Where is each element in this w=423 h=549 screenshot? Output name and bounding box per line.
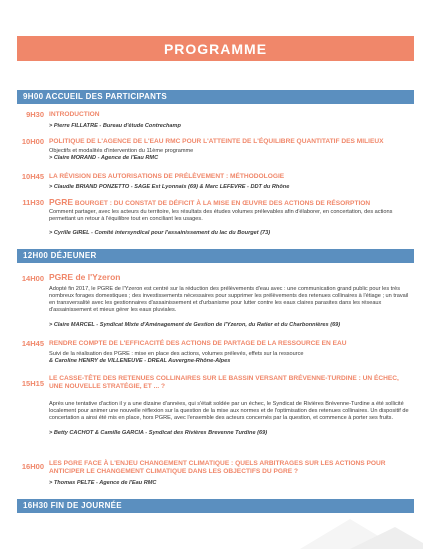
decorative-triangles bbox=[0, 509, 423, 549]
item-time: 14H45 bbox=[21, 339, 44, 348]
item-time: 16H00 bbox=[21, 462, 44, 471]
title-text: BOURGET : DU CONSTAT DE DÉFICIT À LA MISE EN ŒUVRE DES ACTIONS DE RÉSORPTION bbox=[73, 200, 371, 207]
programme-banner bbox=[17, 36, 414, 61]
item-speaker: > Claire MARCEL - Syndicat Mixte d'Aménagement de Gestion de l'Yzeron, du Ratier et du Charbonnières (69) bbox=[49, 322, 341, 328]
item-description: Objectifs et modalités d'intervention du 11ème programme bbox=[49, 148, 194, 154]
item-title bbox=[49, 198, 409, 208]
item-speaker: > Thomas PELTE - Agence de l'Eau RMC bbox=[49, 480, 157, 486]
section-dejeuner: 12H00 DÉJEUNER bbox=[17, 249, 414, 263]
item-time: 14H00 bbox=[21, 274, 44, 283]
item-description: Comment partager, avec les acteurs du territoire, les résultats des études volumes prélevables afin d'élaborer, en concertation, des actions permettant un retour à l'équilibre tout en conciliant les usages. bbox=[49, 209, 393, 222]
item-title: RENDRE COMPTE DE L'EFFICACITÉ DES ACTIONS DE PARTAGE DE LA RESSOURCE EN EAU bbox=[49, 340, 347, 347]
item-speaker: > Cyrille GIREL - Comité intersyndical pour l'assainissement du lac du Bourget (73) bbox=[49, 230, 271, 236]
item-speaker: > Pierre FILLATRE - Bureau d'étude Contrechamp bbox=[49, 123, 181, 129]
item-description: Après une tentative d'action il y a une dizaine d'années, qui s'était soldée par un échec, le Syndicat de Rivières Brévenne-Turdine a été sollicité localement pour animer une nouvelle réflexion sur la question de la mise aux normes et de l'optimisation des retenues collinaires. Un dispositif de concertation a ainsi été mis en place, hors PGRE, avec l'ensemble des acteurs concernés par la question, et commence à porter ses fruits. bbox=[49, 401, 409, 421]
item-title: LES PGRE FACE À L'ENJEU CHANGEMENT CLIMATIQUE : QUELS ARBITRAGES SUR LES ACTIONS POUR ANTICIPER LE CHANGEMENT CLIMATIQUE DANS LES OBJECTIFS DU PGRE ? bbox=[49, 460, 386, 476]
item-title: LE CASSE-TÊTE DES RETENUES COLLINAIRES SUR LE BASSIN VERSANT BRÉVENNE-TURDINE : UN ÉCHEC, UNE NOUVELLE STRATÉGIE, ET ... ? bbox=[49, 375, 399, 391]
item-title: POLITIQUE DE L'AGENCE DE L'EAU RMC POUR L'ATTEINTE DE L'ÉQUILIBRE QUANTITATIF DES MILIEUX bbox=[49, 138, 384, 145]
item-time: 9H30 bbox=[26, 110, 44, 119]
item-description: Adopté fin 2017, le PGRE de l'Yzeron est centré sur la réduction des prélèvements d'eau avec : une communication grand public pour les très nombreux forages domestiques ; des investissements nécessaires pour supprimer les prélèvements des retenues collinaires à l'étiage ; un travail en transversalité avec les gestionnaires d'assainissement et d'urbanisme pour lutter contre les eaux claires parasites dans les réseaux d'assainissement et mieux gérer les eaux pluviales. bbox=[49, 286, 409, 313]
item-speaker: > Claudie BRIAND PONZETTO - SAGE Est Lyonnais (69) & Marc LEFEVRE - DDT du Rhône bbox=[49, 184, 290, 190]
section-fin: 16H30 FIN DE JOURNÉE bbox=[17, 499, 414, 513]
item-description: Suivi de la réalisation des PGRE : mise en place des actions, volumes prélevés, effets sur la ressource bbox=[49, 351, 304, 357]
item-speaker: > Betty CACHOT & Camille GARCIA - Syndicat des Rivières Brevenne Turdine (69) bbox=[49, 430, 268, 436]
item-speaker: > Claire MORAND - Agence de l'Eau RMC bbox=[49, 155, 159, 161]
title-text: de l'Yzeron bbox=[73, 272, 121, 282]
title-acronym: PGRE bbox=[49, 272, 74, 282]
item-time: 15H15 bbox=[21, 379, 44, 388]
item-speaker: & Caroline HENRY de VILLENEUVE - DREAL Auvergne-Rhône-Alpes bbox=[49, 358, 231, 364]
page-title: PROGRAMME bbox=[163, 40, 268, 57]
item-time: 11H30 bbox=[22, 198, 44, 207]
section-accueil: 9H00 ACCUEIL DES PARTICIPANTS bbox=[17, 90, 414, 104]
item-title: LA RÉVISION DES AUTORISATIONS DE PRÉLÈVEMENT : MÉTHODOLOGIE bbox=[49, 173, 285, 180]
item-time: 10H45 bbox=[21, 172, 44, 181]
item-time: 10H00 bbox=[21, 137, 44, 146]
item-title bbox=[49, 273, 409, 283]
title-acronym: PGRE bbox=[49, 197, 74, 207]
item-title: INTRODUCTION bbox=[49, 111, 100, 118]
